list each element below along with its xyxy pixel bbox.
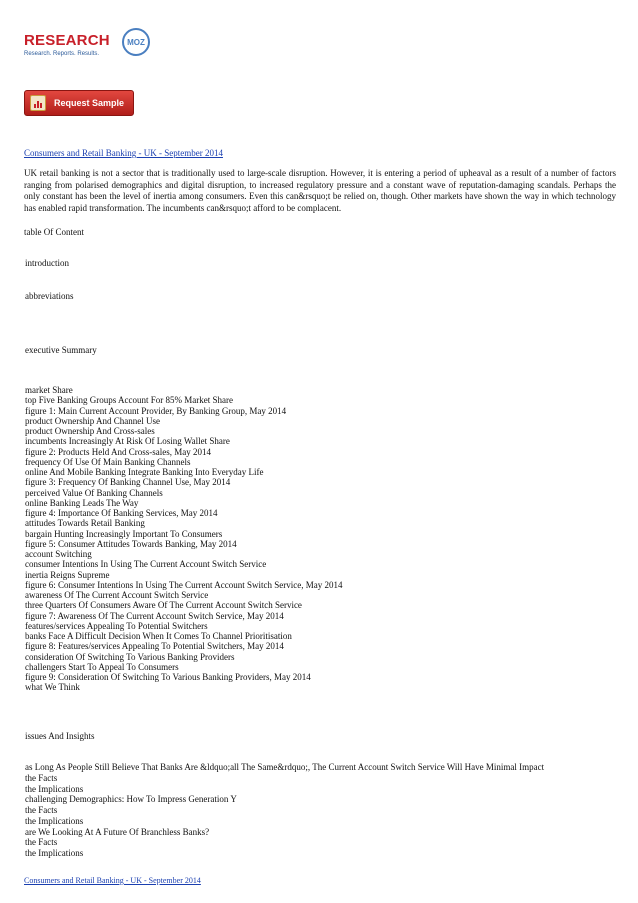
toc-item: the Implications [25,815,84,826]
toc-item: inertia Reigns Supreme [25,569,110,580]
toc-item: three Quarters Of Consumers Aware Of The Current Account Switch Service [25,600,302,611]
toc-item: as Long As People Still Believe That Banks Are &ldquo;all The Same&rdquo;, The Current Account Switch Service Will Have Minimal Impact [25,762,545,772]
logo-badge-icon: MOZ [122,28,150,56]
toc-item: figure 9: Consideration Of Switching To Various Banking Providers, May 2014 [25,672,311,683]
toc-item: bargain Hunting Increasingly Important To Consumers [25,528,223,539]
researchmoz-logo [24,28,164,68]
toc-item: figure 5: Consumer Attitudes Towards Banking, May 2014 [25,538,237,549]
toc-item: issues And Insights [25,731,95,741]
toc-item: consumer Intentions In Using The Current Account Switch Service [25,559,267,570]
report-summary: UK retail banking is not a sector that is traditionally used to large-scale disruption. However, it is entering a period of upheaval as a result of a number of factors ranging from polarised demographics and digital disruption, to increased regulatory pressure and a constant wave of reputation-damaging scandals. Perhaps the only constant has been the level of inertia among consumers. Even this can&rsquo;t be relied on, though. Other markets have shown the way in which technology has enabled rapid transformation. The incumbents can&rsquo;t afford to be complacent. [24,168,616,213]
toc-item: online Banking Leads The Way [25,497,139,508]
toc-item: banks Face A Difficult Decision When It Comes To Channel Prioritisation [25,631,292,642]
toc-item: account Switching [25,549,92,560]
toc-item: the Facts [25,837,58,848]
toc-item: online And Mobile Banking Integrate Banking Into Everyday Life [25,467,264,478]
toc-item: figure 1: Main Current Account Provider, By Banking Group, May 2014 [25,405,287,416]
logo-tagline: Research. Reports. Results. [24,51,100,57]
toc-item: incumbents Increasingly At Risk Of Losing Wallet Share [25,436,230,447]
toc-item: are We Looking At A Future Of Branchless Banks? [25,826,210,837]
toc-item: abbreviations [25,291,74,301]
toc-item: market Share [25,385,73,395]
toc-item: executive Summary [25,345,97,355]
toc-item: what We Think [25,682,80,693]
report-chart-icon [30,95,46,111]
toc-item: figure 6: Consumer Intentions In Using The Current Account Switch Service, May 2014 [25,579,343,590]
toc-item: the Facts [25,805,58,816]
toc-item: awareness Of The Current Account Switch Service [25,590,209,601]
toc-item: the Facts [25,773,58,783]
toc-item: figure 2: Products Held And Cross-sales, May 2014 [25,446,211,457]
toc-item: attitudes Towards Retail Banking [25,518,145,529]
toc-item: introduction [25,258,69,268]
toc-item: features/services Appealing To Potential Switchers [25,620,208,631]
report-title-link[interactable]: Consumers and Retail Banking - UK - September 2014 [24,148,223,158]
toc-item: product Ownership And Channel Use [25,415,160,426]
toc-heading: table Of Content [24,227,84,237]
toc-item: challenging Demographics: How To Impress Generation Y [25,794,237,805]
toc-item: perceived Value Of Banking Channels [25,487,163,498]
toc-item: the Implications [25,783,84,794]
toc-item: figure 3: Frequency Of Banking Channel Use, May 2014 [25,477,231,488]
toc-item: challengers Start To Appeal To Consumers [25,661,179,672]
toc-item: product Ownership And Cross-sales [25,426,155,437]
logo-wordmark: RESEARCH [24,32,110,49]
toc-item: figure 8: Features/services Appealing To Potential Switchers, May 2014 [25,641,284,652]
toc-item: figure 4: Importance Of Banking Services, May 2014 [25,508,218,519]
request-sample-label: Request Sample [54,98,125,108]
toc-item: figure 7: Awareness Of The Current Account Switch Service, May 2014 [25,610,284,621]
toc-item: top Five Banking Groups Account For 85% Market Share [25,395,233,406]
toc-item: the Implications [25,847,84,858]
request-sample-button[interactable] [24,90,134,116]
toc-item: consideration Of Switching To Various Banking Providers [25,651,235,662]
toc-item: frequency Of Use Of Main Banking Channels [25,456,191,467]
footer-report-link[interactable]: Consumers and Retail Banking - UK - September 2014 [24,876,201,885]
